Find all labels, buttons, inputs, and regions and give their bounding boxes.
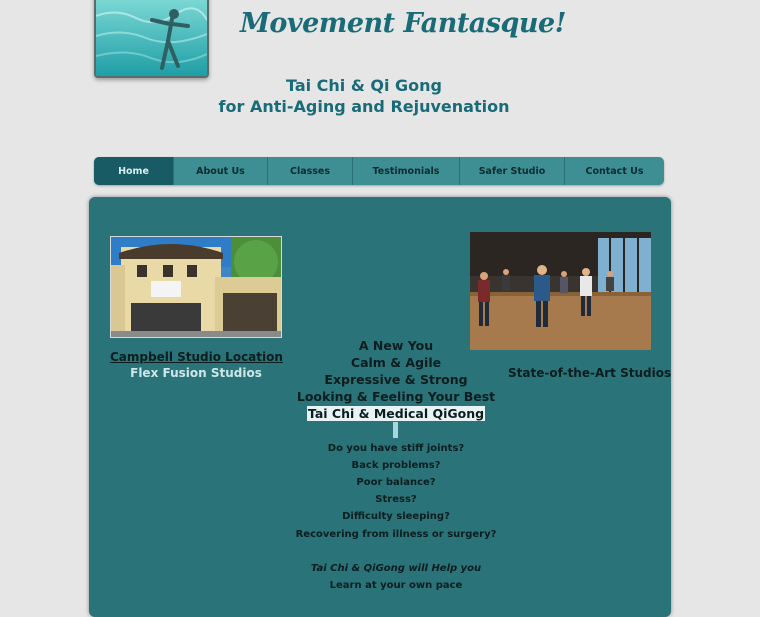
nav-testimonials[interactable]: Testimonials: [353, 157, 460, 185]
question-poor-balance: Poor balance?: [356, 477, 436, 488]
studio-building-photo[interactable]: [110, 236, 282, 338]
question-back-problems: Back problems?: [351, 460, 441, 471]
headline-new-you: A New You: [358, 338, 434, 353]
logo-image: [94, 0, 209, 78]
headline-calm-agile: Calm & Agile: [350, 355, 442, 370]
nav-about-us[interactable]: About Us: [174, 157, 268, 185]
learn-pace: Learn at your own pace: [329, 580, 463, 591]
tagline-line2: for Anti-Aging and Rejuvenation: [218, 97, 510, 116]
nav-contact-us[interactable]: Contact Us: [585, 165, 644, 177]
headline-tai-chi-qigong: [276, 406, 516, 421]
nav-safer-studio[interactable]: Safer Studio: [460, 157, 565, 185]
flex-fusion-label: Flex Fusion Studios: [130, 366, 262, 380]
highlighted-text: Tai Chi & Medical QiGong: [307, 406, 485, 421]
text-cursor-marker: [393, 422, 398, 438]
main-nav: [94, 157, 664, 185]
headline-looking-feeling: Looking & Feeling Your Best: [296, 389, 496, 404]
question-sleeping: Difficulty sleeping?: [342, 511, 450, 522]
question-stiff-joints: Do you have stiff joints?: [327, 443, 465, 454]
brand-title: Movement Fantasque!: [240, 8, 567, 39]
question-stress: Stress?: [375, 494, 417, 505]
state-of-art-caption: State-of-the-Art Studios: [508, 366, 672, 380]
headline-expressive: Expressive & Strong: [324, 372, 468, 387]
nav-home[interactable]: Home: [94, 157, 174, 185]
tagline-line1: Tai Chi & Qi Gong: [285, 76, 443, 95]
question-recovering: Recovering from illness or surgery?: [295, 529, 497, 540]
studio-class-photo[interactable]: [470, 232, 651, 350]
help-statement: Tai Chi & QiGong will Help you: [310, 563, 482, 574]
campbell-studio-link[interactable]: Campbell Studio Location: [110, 350, 283, 364]
nav-classes[interactable]: Classes: [268, 157, 353, 185]
